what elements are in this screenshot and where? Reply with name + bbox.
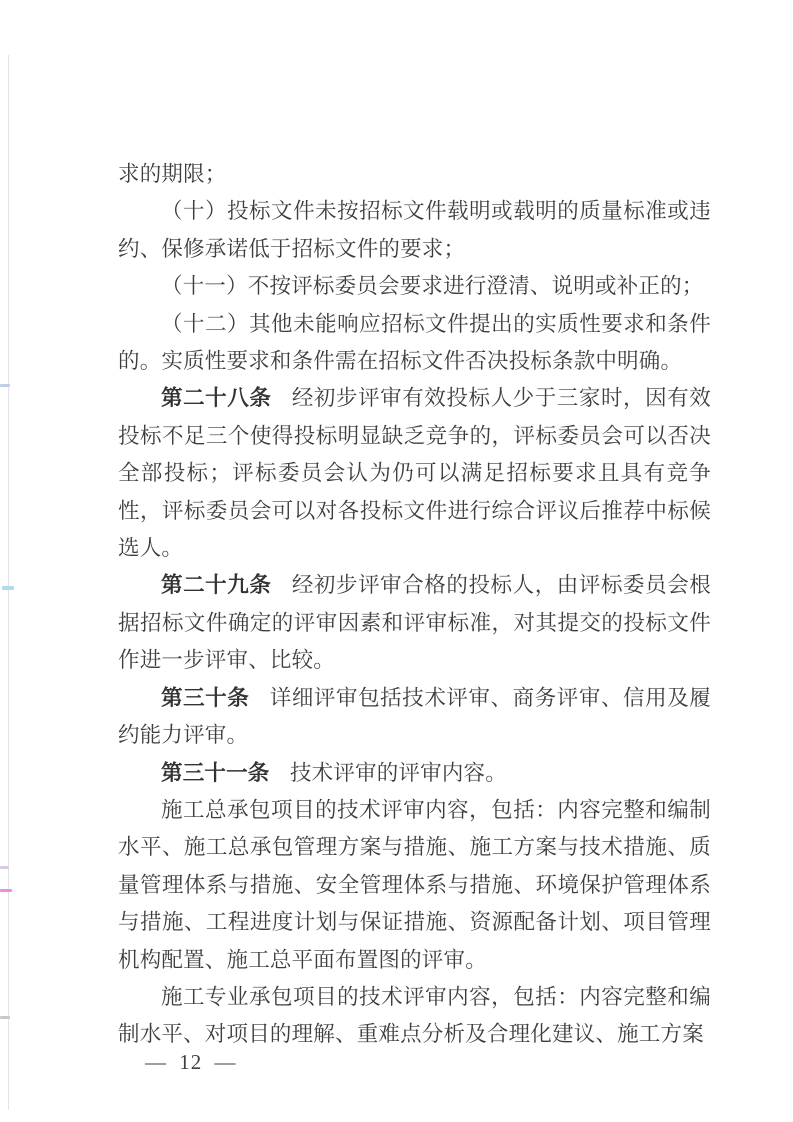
article-28-number: 第二十八条	[161, 386, 272, 411]
scan-artifact-mark	[0, 384, 10, 387]
scan-artifact-mark	[0, 1016, 10, 1019]
document-body	[118, 156, 711, 1054]
paragraph-general-contracting-review: 施工总承包项目的技术评审内容，包括：内容完整和编制水平、施工总承包管理方案与措施、施工方案与技术措施、质量管理体系与措施、安全管理体系与措施、环境保护管理体系与措施、工程进度计划与保证措施、资源配备计划、项目管理机构配置、施工总平面布置图的评审。	[118, 797, 711, 972]
article-31-number: 第三十一条	[161, 760, 270, 785]
article-29-text: 经初步评审合格的投标人，由评标委员会根据招标文件确定的评审因素和评审标准，对其提交的投标文件作进一步评审、比较。	[118, 573, 711, 673]
article-30-number: 第三十条	[161, 685, 250, 710]
clause-item-10: （十）投标文件未按招标文件载明或载明的质量标准或违约、保修承诺低于招标文件的要求；	[118, 199, 711, 261]
clause-item-11: （十一）不按评标委员会要求进行澄清、说明或补正的；	[161, 274, 704, 299]
article-28-text: 经初步评审有效投标人少于三家时，因有效投标不足三个使得投标明显缺乏竞争的，评标委员会可以否决全部投标；评标委员会认为仍可以满足招标要求且具有竞争性，评标委员会可以对各投标文件进行综合评议后推荐中标候选人。	[118, 386, 711, 561]
article-29-number: 第二十九条	[161, 573, 272, 598]
scan-artifact-mark	[2, 586, 14, 590]
article-31	[118, 755, 711, 792]
article-29	[118, 567, 711, 679]
article-30-text: 详细评审包括技术评审、商务评审、信用及履约能力评审。	[118, 685, 711, 748]
scan-artifact-mark	[0, 866, 9, 869]
article-30	[118, 680, 711, 755]
paragraph-specialty-contracting-review: 施工专业承包项目的技术评审内容，包括：内容完整和编制水平、对项目的理解、重难点分析及合理化建议、施工方案	[118, 984, 711, 1047]
scan-artifact-edge-line	[8, 55, 9, 1110]
page-number: — 12 —	[145, 1050, 237, 1074]
clause-item-12: （十二）其他未能响应招标文件提出的实质性要求和条件的。实质性要求和条件需在招标文件否决投标条款中明确。	[118, 311, 711, 374]
paragraph-continuation: 求的期限；	[118, 162, 227, 186]
scan-artifact-mark	[0, 889, 12, 892]
article-28	[118, 380, 711, 567]
article-31-text: 技术评审的评审内容。	[289, 760, 507, 785]
